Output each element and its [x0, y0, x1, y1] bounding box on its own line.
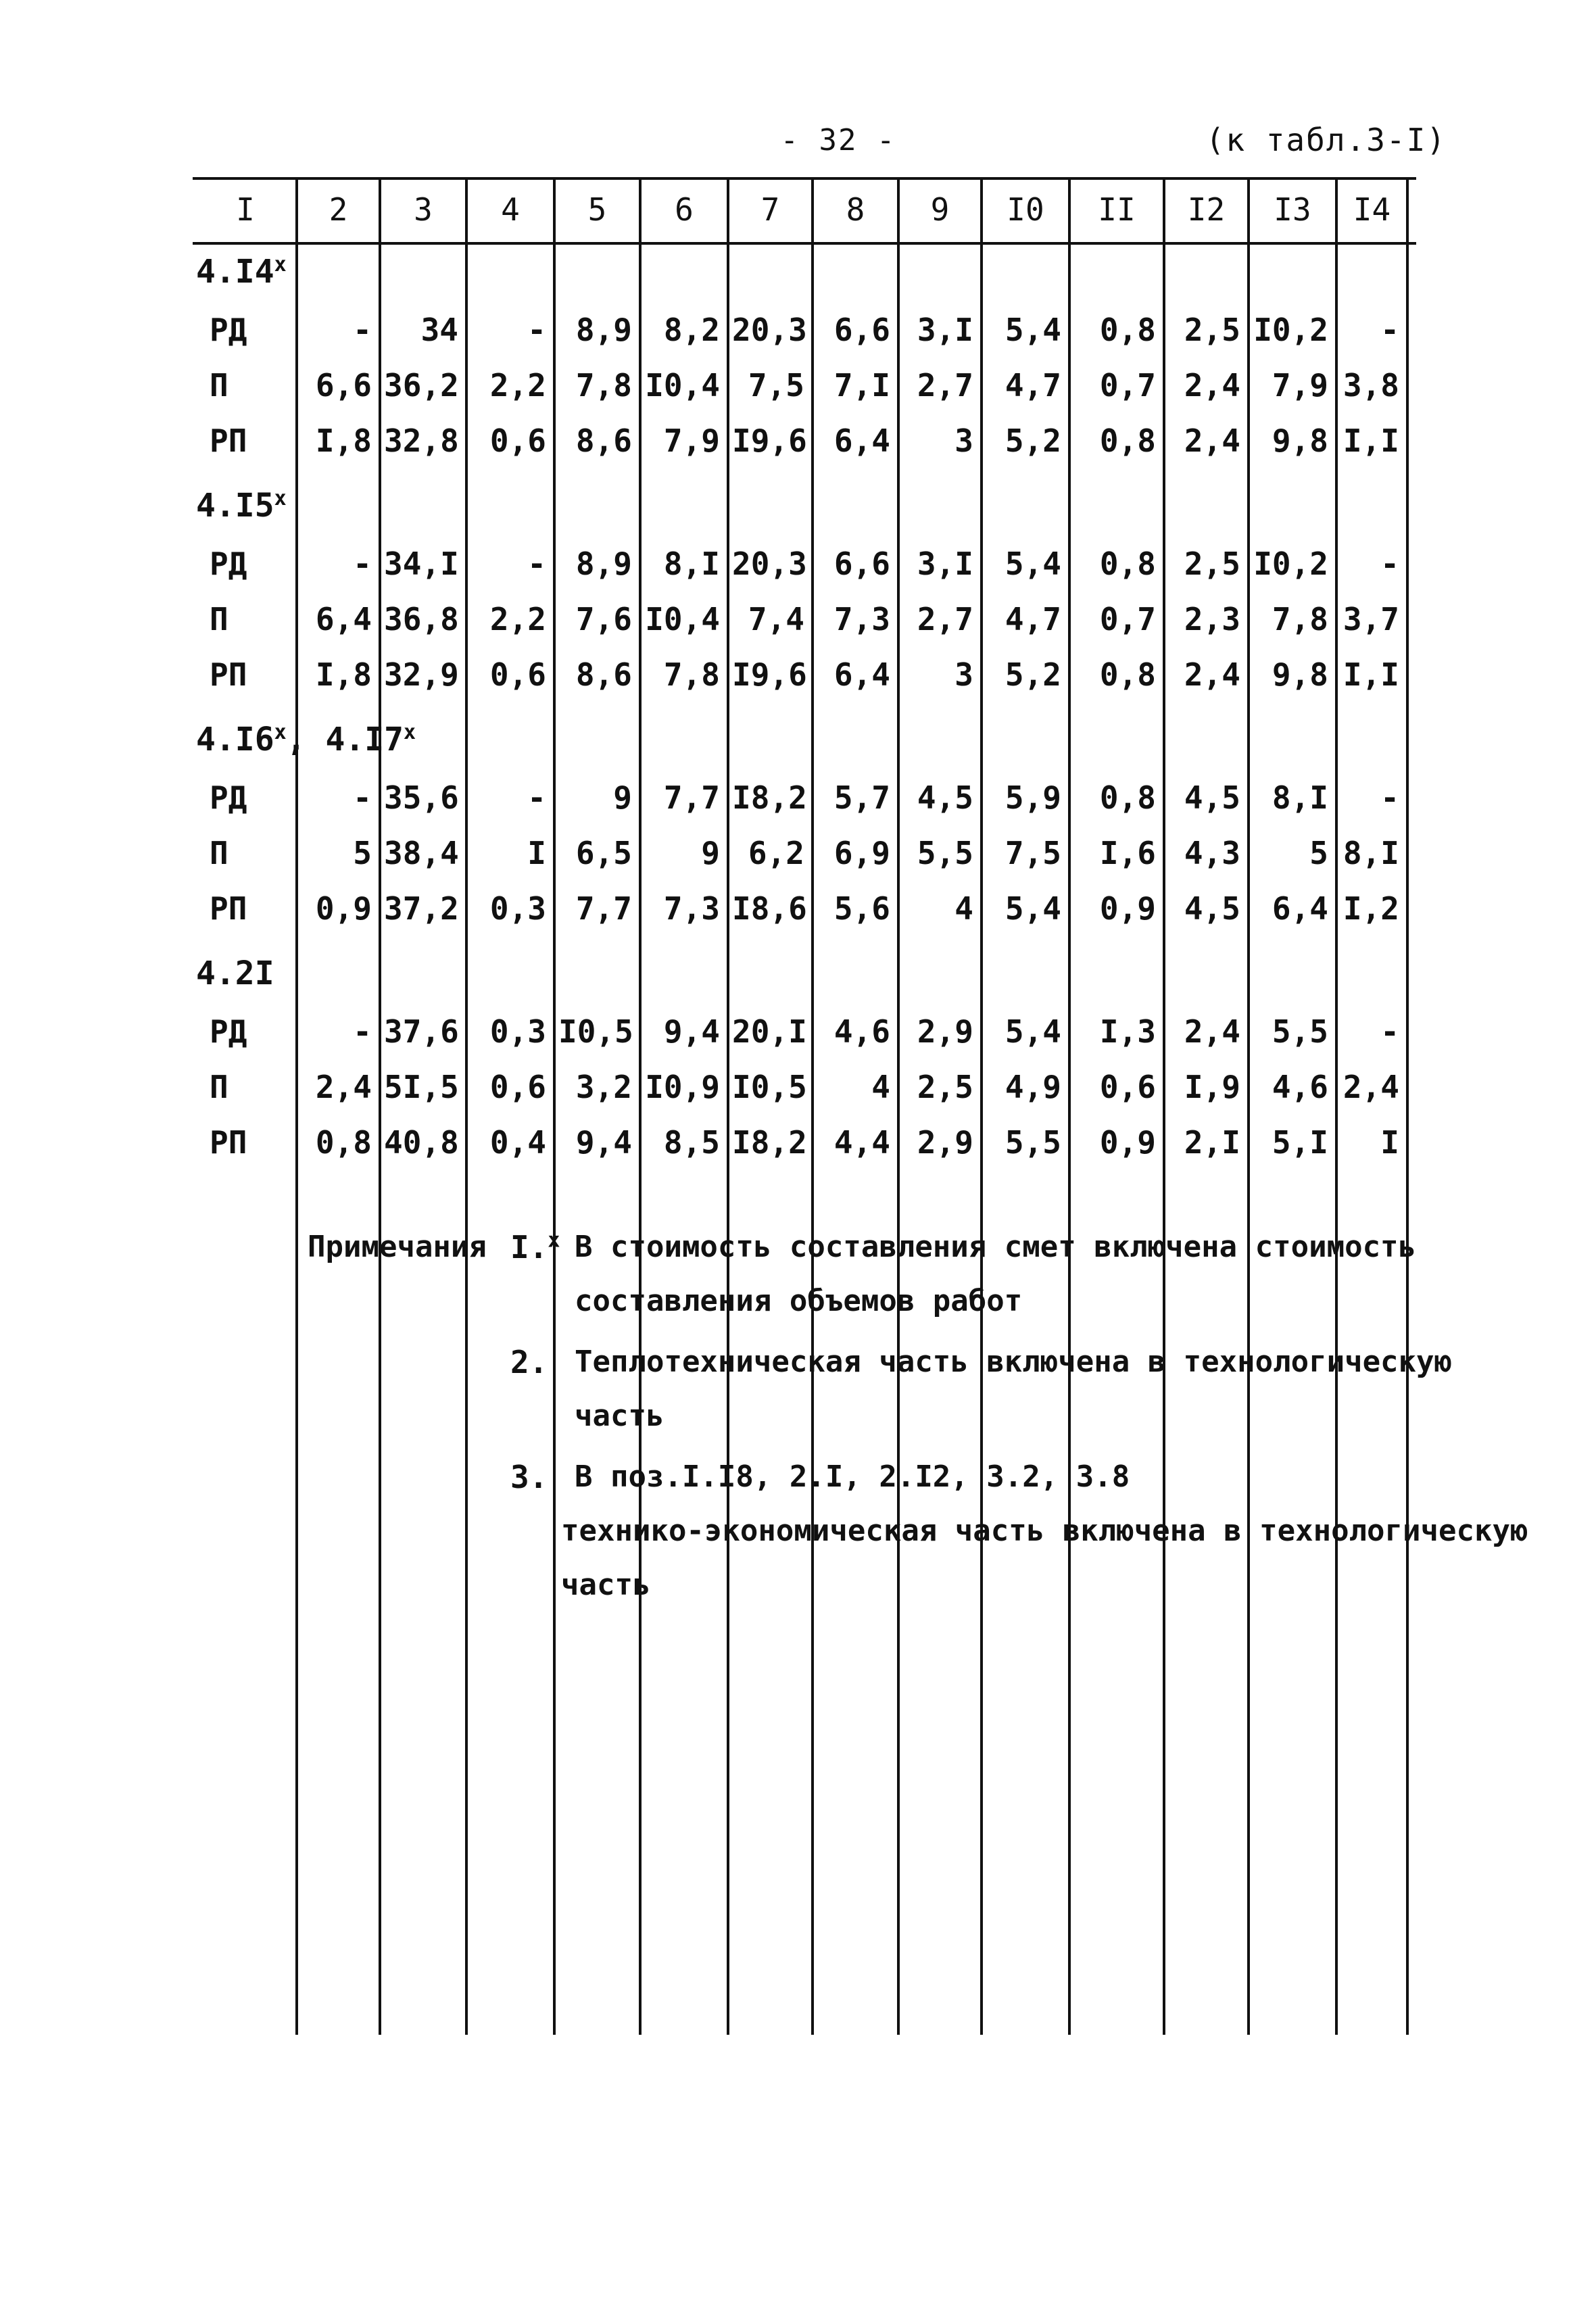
table-cell: -	[353, 312, 372, 348]
group-title-text: 4.I5	[196, 487, 274, 525]
table-cell: 9,4	[575, 1124, 632, 1161]
table-cell: 0,8	[1099, 423, 1156, 459]
table-cell: 0,8	[1099, 779, 1156, 816]
table-cell: I	[1380, 1124, 1399, 1161]
table-cell: 2,5	[1184, 546, 1240, 582]
group-title-text: 4.2I	[196, 955, 274, 992]
table-cell: 5	[353, 835, 372, 871]
table-cell: 3,2	[575, 1069, 632, 1105]
table-cell: I0,4	[645, 601, 720, 637]
table-cell: 6,4	[1272, 890, 1328, 927]
table-cell: 4,6	[1272, 1069, 1328, 1105]
table-cell: I9,6	[732, 656, 807, 693]
row-label: РП	[210, 1124, 247, 1161]
table-cell: -	[1380, 546, 1399, 582]
table-cell: 36,2	[384, 367, 459, 404]
table-cell: 5,4	[1005, 546, 1061, 582]
table-cell: I8,6	[732, 890, 807, 927]
table-cell: 9	[701, 835, 720, 871]
row-label: РД	[210, 312, 247, 348]
note-line: В стоимость составления смет включена стоимость	[575, 1230, 1417, 1264]
table-cell: 0,9	[1099, 890, 1156, 927]
row-label: РП	[210, 423, 247, 459]
table-cell: 4,5	[1184, 890, 1240, 927]
table-cell: 4,9	[1005, 1069, 1061, 1105]
table-cell: 0,4	[489, 1124, 546, 1161]
table-cell: 20,I	[732, 1013, 807, 1050]
note-line: составления объемов работ	[575, 1284, 1023, 1318]
table-cell: 2,9	[917, 1013, 973, 1050]
table-cell: 2,4	[1184, 656, 1240, 693]
table-cell: 6,6	[833, 312, 890, 348]
table-cell: 0,8	[315, 1124, 372, 1161]
table-cell: 8,5	[663, 1124, 720, 1161]
table-cell: 5	[1309, 835, 1328, 871]
column-header: I3	[1274, 191, 1311, 228]
table-cell: 3,I	[917, 312, 973, 348]
table-cell: 0,6	[1099, 1069, 1156, 1105]
footnote-mark: x	[548, 1228, 560, 1253]
table-cell: 5,2	[1005, 423, 1061, 459]
row-label: РД	[210, 1013, 247, 1050]
group-title	[196, 485, 287, 526]
table-cell: 35,6	[384, 779, 459, 816]
table-cell: 2,4	[1343, 1069, 1399, 1105]
group-title	[196, 719, 416, 760]
table-cell: 2,7	[917, 601, 973, 637]
table-cell: 5,5	[917, 835, 973, 871]
notes-heading: Примечания	[308, 1230, 487, 1264]
footnote-mark: x	[274, 487, 287, 510]
table-cell: 32,9	[384, 656, 459, 693]
table-cell: 40,8	[384, 1124, 459, 1161]
table-cell: I0,4	[645, 367, 720, 404]
table-cell: 4,5	[917, 779, 973, 816]
table-cell: 20,3	[732, 312, 807, 348]
column-rule	[1163, 177, 1165, 2035]
row-label: П	[210, 835, 228, 871]
group-title-text: 4.I6	[196, 721, 274, 758]
table-cell: -	[1380, 1013, 1399, 1050]
table-cell: 4	[871, 1069, 890, 1105]
table-cell: 6,4	[315, 601, 372, 637]
table-cell: 32,8	[384, 423, 459, 459]
column-header: 6	[675, 191, 694, 228]
table-cell: 5,5	[1005, 1124, 1061, 1161]
table-cell: 0,7	[1099, 367, 1156, 404]
table-cell: -	[1380, 312, 1399, 348]
table-cell: 5,4	[1005, 890, 1061, 927]
table-cell: I0,5	[732, 1069, 807, 1105]
table-cell: 7,5	[1005, 835, 1061, 871]
column-header: I	[236, 191, 255, 228]
table-cell: 7,8	[663, 656, 720, 693]
table-cell: 2,2	[489, 601, 546, 637]
table-cell: 0,8	[1099, 656, 1156, 693]
table-top-rule	[193, 177, 1416, 180]
column-rule	[897, 177, 900, 2035]
footnote-mark: x	[274, 721, 287, 744]
group-title-text: 4.I4	[196, 253, 274, 291]
column-header: 9	[930, 191, 950, 228]
table-cell: 2,4	[315, 1069, 372, 1105]
table-cell: 0,6	[489, 1069, 546, 1105]
table-cell: 8,6	[575, 656, 632, 693]
note-line: часть	[575, 1399, 664, 1433]
table-cell: 6,6	[833, 546, 890, 582]
table-cell: -	[527, 546, 546, 582]
table-cell: 4,7	[1005, 367, 1061, 404]
table-cell: 9,4	[663, 1013, 720, 1050]
table-cell: I,8	[315, 656, 372, 693]
note-line: технико-экономическая часть включена в технологическую	[561, 1514, 1528, 1548]
table-cell: 7,5	[748, 367, 804, 404]
table-cell: 6,5	[575, 835, 632, 871]
column-header: 3	[414, 191, 433, 228]
table-cell: 9	[613, 779, 632, 816]
table-cell: 2,5	[917, 1069, 973, 1105]
table-cell: 5,4	[1005, 1013, 1061, 1050]
table-cell: 7,4	[748, 601, 804, 637]
table-cell: 0,3	[489, 890, 546, 927]
column-rule	[553, 177, 556, 2035]
table-cell: I0,9	[645, 1069, 720, 1105]
note-number	[510, 1342, 548, 1382]
table-cell: I9,6	[732, 423, 807, 459]
table-cell: 6,9	[833, 835, 890, 871]
table-cell: 9,8	[1272, 423, 1328, 459]
table-cell: 7,8	[1272, 601, 1328, 637]
table-cell: 8,2	[663, 312, 720, 348]
table-cell: 7,9	[1272, 367, 1328, 404]
note-number-text: 2.	[510, 1344, 548, 1380]
row-label: П	[210, 367, 228, 404]
table-cell: 9,8	[1272, 656, 1328, 693]
column-rule	[1406, 177, 1409, 2035]
table-cell: 2,2	[489, 367, 546, 404]
table-cell: 37,6	[384, 1013, 459, 1050]
column-rule	[1335, 177, 1338, 2035]
table-cell: 4,7	[1005, 601, 1061, 637]
group-title	[196, 953, 274, 994]
table-cell: I,8	[315, 423, 372, 459]
column-header: 7	[760, 191, 780, 228]
table-cell: 5,2	[1005, 656, 1061, 693]
table-cell: 34	[420, 312, 458, 348]
column-rule	[1247, 177, 1250, 2035]
table-cell: -	[353, 779, 372, 816]
column-rule	[980, 177, 983, 2035]
table-cell: 7,I	[833, 367, 890, 404]
table-cell: 8,9	[575, 312, 632, 348]
row-label: П	[210, 1069, 228, 1105]
table-cell: -	[527, 779, 546, 816]
table-cell: 0,7	[1099, 601, 1156, 637]
note-number	[510, 1457, 548, 1497]
table-cell: 7,7	[575, 890, 632, 927]
table-cell: 8,I	[663, 546, 720, 582]
column-rule	[295, 177, 298, 2035]
row-label: РП	[210, 656, 247, 693]
table-cell: 7,7	[663, 779, 720, 816]
table-cell: I0,2	[1253, 546, 1328, 582]
table-cell: 3	[954, 656, 973, 693]
note-number	[510, 1227, 560, 1268]
table-cell: 7,6	[575, 601, 632, 637]
table-cell: 37,2	[384, 890, 459, 927]
table-cell: I0,2	[1253, 312, 1328, 348]
note-number-text: I.	[510, 1229, 548, 1265]
column-header: I4	[1353, 191, 1391, 228]
table-header-rule	[193, 242, 1416, 245]
table-cell: I8,2	[732, 1124, 807, 1161]
table-cell: 4,5	[1184, 779, 1240, 816]
column-rule	[379, 177, 381, 2035]
table-cell: 0,6	[489, 423, 546, 459]
table-cell: I,3	[1099, 1013, 1156, 1050]
column-rule	[811, 177, 814, 2035]
table-cell: 5,6	[833, 890, 890, 927]
page-number: - 32 -	[780, 123, 896, 158]
table-cell: I,I	[1343, 423, 1399, 459]
table-cell: 7,8	[575, 367, 632, 404]
table-cell: 2,4	[1184, 1013, 1240, 1050]
table-cell: 2,9	[917, 1124, 973, 1161]
column-rule	[465, 177, 468, 2035]
table-cell: 0,9	[1099, 1124, 1156, 1161]
table-cell: 5,9	[1005, 779, 1061, 816]
footnote-mark: x	[274, 253, 287, 276]
table-cell: 3,I	[917, 546, 973, 582]
note-line: Теплотехническая часть включена в технологическую	[575, 1345, 1453, 1379]
table-cell: I	[527, 835, 546, 871]
table-cell: 8,I	[1343, 835, 1399, 871]
row-label: РД	[210, 546, 247, 582]
row-label: РП	[210, 890, 247, 927]
table-cell: I0,5	[558, 1013, 633, 1050]
table-cell: 0,9	[315, 890, 372, 927]
table-cell: -	[353, 546, 372, 582]
column-header: II	[1098, 191, 1136, 228]
table-cell: 6,4	[833, 423, 890, 459]
column-rule	[1068, 177, 1071, 2035]
table-cell: 7,9	[663, 423, 720, 459]
table-cell: 2,I	[1184, 1124, 1240, 1161]
column-rule	[639, 177, 642, 2035]
note-line: В поз.I.I8, 2.I, 2.I2, 3.2, 3.8	[575, 1459, 1130, 1494]
table-cell: 5,7	[833, 779, 890, 816]
table-cell: -	[1380, 779, 1399, 816]
table-cell: 6,6	[315, 367, 372, 404]
column-header: 8	[846, 191, 865, 228]
note-line: часть	[561, 1568, 651, 1602]
table-cell: 8,I	[1272, 779, 1328, 816]
table-cell: 7,3	[833, 601, 890, 637]
table-reference: (к табл.3-I)	[1205, 122, 1447, 158]
table-cell: I,I	[1343, 656, 1399, 693]
table-cell: I8,2	[732, 779, 807, 816]
table-cell: 3	[954, 423, 973, 459]
table-cell: 4,6	[833, 1013, 890, 1050]
table-cell: 2,4	[1184, 423, 1240, 459]
table-cell: 7,3	[663, 890, 720, 927]
group-title-extra: , 4.I7	[286, 721, 404, 758]
table-cell: 2,4	[1184, 367, 1240, 404]
table-cell: 6,4	[833, 656, 890, 693]
table-cell: 8,9	[575, 546, 632, 582]
table-cell: I,9	[1184, 1069, 1240, 1105]
column-header: 4	[501, 191, 520, 228]
column-header: 5	[587, 191, 607, 228]
table-cell: 34,I	[384, 546, 459, 582]
table-cell: 20,3	[732, 546, 807, 582]
note-number-text: 3.	[510, 1459, 548, 1495]
table-cell: -	[353, 1013, 372, 1050]
table-cell: 6,2	[748, 835, 804, 871]
table-cell: 2,7	[917, 367, 973, 404]
table-cell: 4,3	[1184, 835, 1240, 871]
row-label: П	[210, 601, 228, 637]
table-cell: 2,5	[1184, 312, 1240, 348]
table-cell: 3,8	[1343, 367, 1399, 404]
table-cell: 2,3	[1184, 601, 1240, 637]
table-cell: 0,6	[489, 656, 546, 693]
column-header: 2	[329, 191, 348, 228]
table-cell: 0,8	[1099, 546, 1156, 582]
group-title	[196, 251, 287, 292]
row-label: РД	[210, 779, 247, 816]
table-cell: 5,I	[1272, 1124, 1328, 1161]
table-cell: 5I,5	[384, 1069, 459, 1105]
table-cell: 3,7	[1343, 601, 1399, 637]
table-cell: 5,5	[1272, 1013, 1328, 1050]
table-cell: 0,3	[489, 1013, 546, 1050]
table-cell: 36,8	[384, 601, 459, 637]
table-cell: 4	[954, 890, 973, 927]
column-header: I0	[1007, 191, 1044, 228]
table-cell: -	[527, 312, 546, 348]
column-header: I2	[1187, 191, 1226, 228]
table-cell: I,6	[1099, 835, 1156, 871]
table-cell: I,2	[1343, 890, 1399, 927]
column-rule	[727, 177, 729, 2035]
table-cell: 8,6	[575, 423, 632, 459]
table-cell: 0,8	[1099, 312, 1156, 348]
table-cell: 4,4	[833, 1124, 890, 1161]
footnote-mark: x	[404, 721, 416, 744]
table-cell: 38,4	[384, 835, 459, 871]
table-cell: 5,4	[1005, 312, 1061, 348]
